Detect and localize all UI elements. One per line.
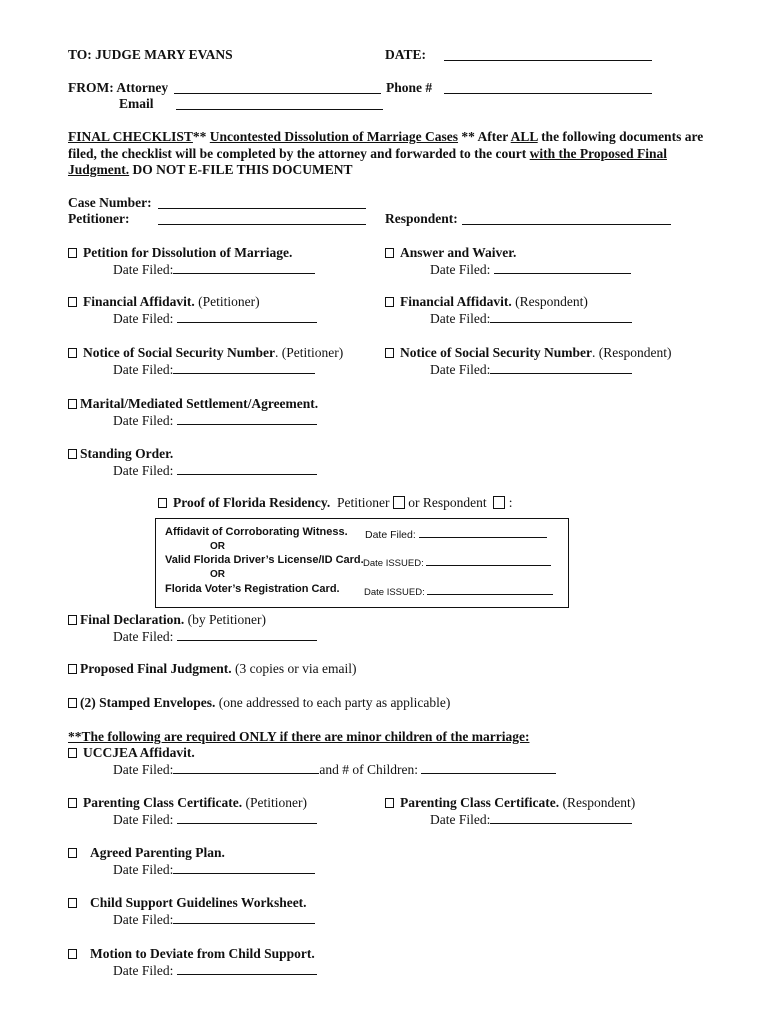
- case-number-label: Case Number:: [68, 195, 152, 210]
- date-filed-field[interactable]: [177, 811, 317, 824]
- date-filed-row: Date Filed:: [113, 628, 317, 645]
- affidavit-witness-label: Affidavit of Corroborating Witness.: [165, 526, 348, 538]
- date-filed-field[interactable]: [177, 310, 317, 323]
- checklist-item-child-support[interactable]: Child Support Guidelines Worksheet.: [68, 895, 307, 911]
- date-filed-field[interactable]: [490, 361, 632, 374]
- checklist-item-parenting-petitioner[interactable]: Parenting Class Certificate. (Petitioner): [68, 795, 307, 811]
- or-separator: OR: [210, 569, 225, 580]
- to-line: TO: JUDGE MARY EVANS: [68, 47, 233, 62]
- checkbox-icon[interactable]: [68, 449, 77, 459]
- checkbox-icon[interactable]: [68, 949, 77, 959]
- checklist-item-motion-deviate[interactable]: Motion to Deviate from Child Support.: [68, 946, 315, 962]
- checkbox-icon[interactable]: [385, 297, 394, 307]
- date-filed-field[interactable]: [490, 811, 632, 824]
- date-label: DATE:: [385, 47, 427, 62]
- checklist-item-envelopes[interactable]: (2) Stamped Envelopes. (one addressed to each party as applicable): [68, 695, 450, 711]
- from-attorney-label: FROM: Attorney: [68, 80, 169, 95]
- date-filed-field[interactable]: [173, 361, 315, 374]
- respondent-field[interactable]: [462, 212, 671, 225]
- date-filed-row: Date Filed:: [365, 527, 547, 541]
- checkbox-icon[interactable]: [68, 748, 77, 758]
- petitioner-field[interactable]: [158, 212, 366, 225]
- date-filed-field[interactable]: [177, 962, 317, 975]
- date-filed-row: Date Filed:: [113, 361, 315, 378]
- or-separator: OR: [210, 541, 225, 552]
- children-count-label: and # of Children:: [319, 762, 418, 777]
- date-issued-field[interactable]: [426, 555, 551, 566]
- instructions-paragraph: FINAL CHECKLIST** Uncontested Dissolution of Marriage Cases ** After ALL the following documents are filed, the checklist will be completed by the attorney and forwarded to the court with the Proposed Final Judgment. DO NOT E-FILE THIS DOCUMENT: [68, 129, 704, 177]
- date-filed-field[interactable]: [173, 761, 319, 774]
- petitioner-label: Petitioner:: [68, 211, 130, 226]
- email-field[interactable]: [176, 97, 383, 110]
- checkbox-icon[interactable]: [68, 898, 77, 908]
- checkbox-icon[interactable]: [68, 798, 77, 808]
- date-filed-row: Date Filed:: [113, 310, 317, 327]
- date-filed-row: Date Filed:: [113, 911, 315, 928]
- checklist-item-financial-respondent[interactable]: Financial Affidavit. (Respondent): [385, 294, 588, 310]
- checklist-item-residency[interactable]: Proof of Florida Residency. Petitioner or Respondent :: [158, 495, 513, 511]
- attorney-field[interactable]: [174, 81, 381, 94]
- checkbox-icon[interactable]: [385, 348, 394, 358]
- date-filed-field[interactable]: [177, 412, 317, 425]
- date-filed-row: Date Filed:: [113, 412, 317, 429]
- date-filed-field[interactable]: [173, 861, 315, 874]
- checklist-item-proposed-judgment[interactable]: Proposed Final Judgment. (3 copies or via email): [68, 661, 357, 677]
- petitioner-checkbox[interactable]: [393, 496, 405, 509]
- checklist-item-financial-petitioner[interactable]: Financial Affidavit. (Petitioner): [68, 294, 260, 310]
- date-filed-field[interactable]: [419, 527, 547, 538]
- date-filed-row: Date Filed:: [113, 811, 317, 828]
- date-filed-field[interactable]: [490, 310, 632, 323]
- children-count-field[interactable]: [421, 761, 556, 774]
- phone-label: Phone #: [386, 80, 433, 95]
- respondent-label: Respondent:: [385, 211, 458, 226]
- date-issued-row: Date ISSUED:: [363, 555, 551, 569]
- date-filed-row: Date Filed:: [113, 462, 317, 479]
- phone-field[interactable]: [444, 81, 652, 94]
- checklist-item-uccjea[interactable]: UCCJEA Affidavit.: [68, 745, 195, 761]
- checklist-item-standing-order[interactable]: Standing Order.: [68, 446, 173, 462]
- checkbox-icon[interactable]: [68, 297, 77, 307]
- checkbox-icon[interactable]: [385, 248, 394, 258]
- license-label: Valid Florida Driver’s License/ID Card.: [165, 554, 364, 566]
- date-issued-field[interactable]: [427, 584, 553, 595]
- checkbox-icon[interactable]: [68, 664, 77, 674]
- checklist-item-marital-settlement[interactable]: Marital/Mediated Settlement/Agreement.: [68, 396, 318, 412]
- checklist-item-ssn-respondent[interactable]: Notice of Social Security Number. (Respondent): [385, 345, 671, 361]
- date-filed-row: Date Filed:: [430, 310, 632, 327]
- date-filed-row: Date Filed: and # of Children:: [113, 761, 556, 778]
- checklist-item-ssn-petitioner[interactable]: Notice of Social Security Number. (Petitioner): [68, 345, 343, 361]
- checkbox-icon[interactable]: [385, 798, 394, 808]
- checklist-item-petition[interactable]: Petition for Dissolution of Marriage.: [68, 245, 292, 261]
- minor-children-notice: **The following are required ONLY if there are minor children of the marriage:: [68, 729, 530, 744]
- checklist-item-final-declaration[interactable]: Final Declaration. (by Petitioner): [68, 612, 266, 628]
- date-filed-field[interactable]: [173, 261, 315, 274]
- case-number-field[interactable]: [158, 196, 366, 209]
- date-issued-row: Date ISSUED:: [364, 584, 553, 598]
- date-filed-row: Date Filed:: [430, 361, 632, 378]
- checkbox-icon[interactable]: [68, 698, 77, 708]
- date-filed-field[interactable]: [494, 261, 631, 274]
- date-filed-row: Date Filed:: [430, 261, 631, 278]
- date-filed-row: Date Filed:: [113, 261, 315, 278]
- checkbox-icon[interactable]: [158, 498, 167, 508]
- checkbox-icon[interactable]: [68, 248, 77, 258]
- date-filed-field[interactable]: [177, 628, 317, 641]
- email-label: Email: [119, 96, 154, 111]
- date-filed-row: Date Filed:: [113, 861, 315, 878]
- checkbox-icon[interactable]: [68, 848, 77, 858]
- respondent-checkbox[interactable]: [493, 496, 505, 509]
- date-field[interactable]: [444, 48, 652, 61]
- checkbox-icon[interactable]: [68, 348, 77, 358]
- checkbox-icon[interactable]: [68, 615, 77, 625]
- date-filed-row: Date Filed:: [430, 811, 632, 828]
- date-filed-field[interactable]: [177, 462, 317, 475]
- final-checklist-title: FINAL CHECKLIST: [68, 129, 193, 144]
- checklist-item-parenting-respondent[interactable]: Parenting Class Certificate. (Respondent): [385, 795, 635, 811]
- checkbox-icon[interactable]: [68, 399, 77, 409]
- date-filed-row: Date Filed:: [113, 962, 317, 979]
- checklist-item-parenting-plan[interactable]: Agreed Parenting Plan.: [68, 845, 225, 861]
- checklist-item-answer[interactable]: Answer and Waiver.: [385, 245, 516, 261]
- voter-card-label: Florida Voter’s Registration Card.: [165, 583, 340, 595]
- date-filed-field[interactable]: [173, 911, 315, 924]
